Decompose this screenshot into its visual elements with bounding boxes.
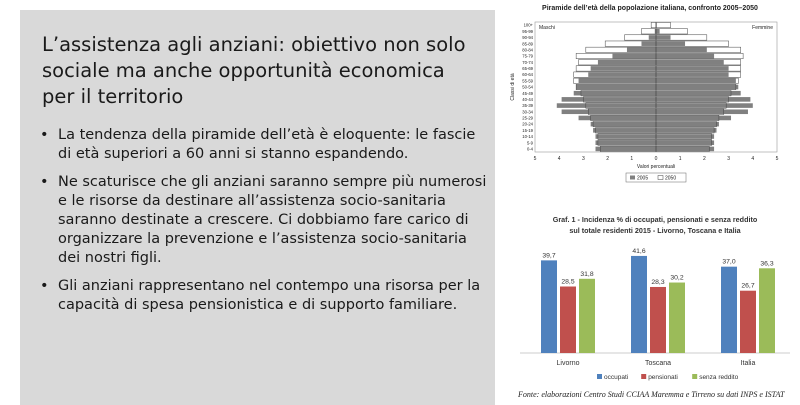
pyramid-age-label: 0-4 bbox=[526, 146, 533, 152]
pyramid-age-label: 90-94 bbox=[522, 35, 533, 41]
bar-category-label: Toscana bbox=[644, 360, 672, 367]
bar-category-label: Italia bbox=[740, 360, 756, 367]
pyramid-x-tick: 4 bbox=[557, 156, 561, 162]
pyramid-title: Piramide dell’età della popolazione italiana, confronto 2005–2050 bbox=[542, 5, 758, 12]
bar-legend-label: pensionati bbox=[648, 374, 678, 381]
pyramid-bar-2005-male bbox=[598, 60, 656, 65]
bar-occupati bbox=[721, 267, 737, 353]
employment-bar-chart bbox=[515, 210, 795, 405]
pyramid-bar-2005-female bbox=[656, 103, 753, 108]
pyramid-bar-2005-male bbox=[562, 97, 656, 102]
pyramid-x-tick: 4 bbox=[751, 156, 755, 162]
pyramid-left-label: Maschi bbox=[539, 25, 555, 31]
bullet-item: • Gli anziani rappresentano nel contempo una risorsa per la capacità di spesa pensionistica e di supporto familiare. bbox=[40, 277, 488, 315]
bar-value-label: 41,6 bbox=[632, 247, 646, 255]
pyramid-x-tick: 1 bbox=[678, 156, 682, 162]
pyramid-x-tick: 3 bbox=[582, 156, 585, 162]
pyramid-bar-2005-female bbox=[656, 54, 714, 59]
bar-chart-title-line: sul totale residenti 2015 - Livorno, Toscana e Italia bbox=[569, 226, 741, 235]
bar-legend-label: occupati bbox=[604, 374, 629, 381]
pyramid-age-label: 15-19 bbox=[522, 127, 533, 133]
pyramid-bar-2005-female bbox=[656, 48, 707, 53]
pyramid-legend-label: 2050 bbox=[665, 175, 677, 182]
source-note: Fonte: elaborazioni Centro Studi CCIAA Maremma e Tirreno su dati INPS e ISTAT bbox=[518, 390, 785, 399]
slide-title: L’assistenza agli anziani: obiettivo non solo sociale ma anche opportunità economica per il territorio bbox=[42, 33, 466, 108]
pyramid-age-label: 35-39 bbox=[522, 103, 533, 109]
pyramid-x-tick: 1 bbox=[630, 156, 634, 162]
pyramid-age-label: 60-64 bbox=[522, 72, 533, 78]
bar-legend-label: senza reddito bbox=[699, 374, 739, 381]
pyramid-bar-2005-male bbox=[576, 85, 656, 90]
bar-legend-swatch bbox=[641, 374, 646, 379]
pyramid-bar-2005-female bbox=[656, 79, 736, 84]
bar-chart-title-line: Graf. 1 - Incidenza % di occupati, pensionati e senza reddito bbox=[552, 215, 758, 224]
bar-pensionati bbox=[560, 287, 576, 354]
pyramid-bar-2005-female bbox=[656, 85, 738, 90]
pyramid-age-label: 75-79 bbox=[522, 53, 533, 59]
pyramid-age-label: 30-34 bbox=[522, 109, 533, 115]
bullet-item: • Ne scaturisce che gli anziani saranno sempre più numerosi e le risorse da destinare all’assistenza socio-sanitaria saranno destinate a crescere. Ci dobbiamo fare carico di organizzare la prevenzione e l’assistenza socio-sanitaria dei nostri figli. bbox=[40, 173, 488, 268]
pyramid-bar-2005-male bbox=[588, 72, 656, 77]
bar-legend-swatch bbox=[692, 374, 697, 379]
bar-legend-swatch bbox=[597, 374, 602, 379]
bar-senza-reddito bbox=[759, 268, 775, 353]
pyramid-bar-2005-female bbox=[656, 140, 714, 145]
pyramid-x-tick: 2 bbox=[703, 156, 706, 162]
pyramid-bar-2005-male bbox=[557, 103, 656, 108]
pyramid-legend-label: 2005 bbox=[637, 175, 649, 182]
bar-occupati bbox=[631, 256, 647, 353]
bullet-list bbox=[40, 126, 488, 324]
pyramid-bar-2005-female bbox=[656, 116, 731, 121]
bar-pensionati bbox=[650, 287, 666, 353]
pyramid-bar-2005-male bbox=[596, 147, 657, 152]
pyramid-age-label: 5-9 bbox=[526, 140, 533, 146]
pyramid-bar-2005-male bbox=[596, 140, 657, 145]
pyramid-bar-2005-male bbox=[612, 54, 656, 59]
pyramid-bar-2005-male bbox=[641, 41, 656, 46]
bar-value-label: 31,8 bbox=[580, 270, 594, 278]
pyramid-x-tick: 5 bbox=[533, 156, 537, 162]
pyramid-right-label: Femmine bbox=[752, 25, 773, 31]
pyramid-bar-2005-male bbox=[591, 122, 656, 127]
pyramid-bar-2005-male bbox=[574, 91, 656, 96]
pyramid-bar-2005-male bbox=[596, 134, 657, 139]
bar-value-label: 36,3 bbox=[760, 260, 774, 268]
pyramid-bar-2005-male bbox=[649, 35, 656, 40]
bar-senza-reddito bbox=[579, 279, 595, 353]
pyramid-legend-swatch-2005 bbox=[630, 176, 635, 180]
bar-pensionati bbox=[740, 291, 756, 353]
pyramid-x-axis-label: Valori percentuali bbox=[636, 164, 676, 170]
pyramid-age-label: 80-84 bbox=[522, 47, 533, 53]
pyramid-age-label: 20-24 bbox=[522, 121, 533, 127]
pyramid-x-tick: 2 bbox=[606, 156, 609, 162]
pyramid-bar-2005-female bbox=[656, 122, 719, 127]
pyramid-svg bbox=[505, 0, 795, 188]
bar-value-label: 30,2 bbox=[670, 274, 684, 282]
pyramid-age-label: 100+ bbox=[523, 22, 533, 28]
bar-value-label: 39,7 bbox=[542, 252, 556, 260]
pyramid-age-label: 45-49 bbox=[522, 90, 533, 96]
bar-category-label: Livorno bbox=[556, 360, 580, 367]
bullet-item: • La tendenza della piramide dell’età è eloquente: le fascie di età superiori a 60 anni si stanno espandendo. bbox=[40, 126, 488, 164]
pyramid-bar-2005-female bbox=[656, 109, 748, 114]
bar-value-label: 28,3 bbox=[651, 278, 665, 286]
pyramid-y-axis-label: Classi di età bbox=[510, 73, 516, 101]
pyramid-bar-2005-female bbox=[656, 147, 714, 152]
pyramid-bar-2005-male bbox=[593, 128, 656, 133]
pyramid-age-label: 25-29 bbox=[522, 115, 533, 121]
pyramid-bar-2005-female bbox=[656, 128, 717, 133]
pyramid-bar-2005-female bbox=[656, 35, 671, 40]
bar-senza-reddito bbox=[669, 283, 685, 353]
pyramid-bar-2005-female bbox=[656, 134, 714, 139]
pyramid-bar-2005-female bbox=[656, 41, 685, 46]
pyramid-bar-2005-female bbox=[656, 60, 724, 65]
pyramid-bar-2005-male bbox=[562, 109, 656, 114]
pyramid-bar-2005-female bbox=[656, 72, 729, 77]
pyramid-age-label: 65-69 bbox=[522, 66, 533, 72]
pyramid-bar-2005-male bbox=[579, 79, 656, 84]
bar-chart-svg bbox=[515, 210, 795, 390]
pyramid-bar-2005-male bbox=[627, 48, 656, 53]
pyramid-bar-2005-male bbox=[579, 116, 656, 121]
bar-value-label: 37,0 bbox=[722, 258, 736, 266]
pyramid-bar-2005-female bbox=[656, 91, 741, 96]
pyramid-legend-swatch-2050 bbox=[658, 176, 663, 180]
pyramid-x-tick: 0 bbox=[654, 156, 658, 162]
pyramid-age-label: 50-54 bbox=[522, 84, 533, 90]
pyramid-age-label: 40-44 bbox=[522, 96, 533, 102]
bar-value-label: 28,5 bbox=[561, 278, 575, 286]
pyramid-age-label: 10-14 bbox=[522, 134, 533, 140]
pyramid-age-label: 70-74 bbox=[522, 59, 533, 65]
pyramid-age-label: 95-99 bbox=[522, 28, 533, 34]
pyramid-age-label: 85-89 bbox=[522, 41, 533, 47]
pyramid-x-tick: 3 bbox=[727, 156, 730, 162]
pyramid-x-tick: 5 bbox=[775, 156, 779, 162]
pyramid-bar-2005-female bbox=[656, 29, 660, 34]
pyramid-age-label: 55-59 bbox=[522, 78, 533, 84]
bar-value-label: 26,7 bbox=[741, 282, 755, 290]
bar-occupati bbox=[541, 260, 557, 353]
population-pyramid-chart bbox=[505, 0, 795, 188]
pyramid-bar-2005-female bbox=[656, 97, 750, 102]
pyramid-bar-2005-female bbox=[656, 66, 729, 71]
pyramid-bar-2005-male bbox=[591, 66, 656, 71]
